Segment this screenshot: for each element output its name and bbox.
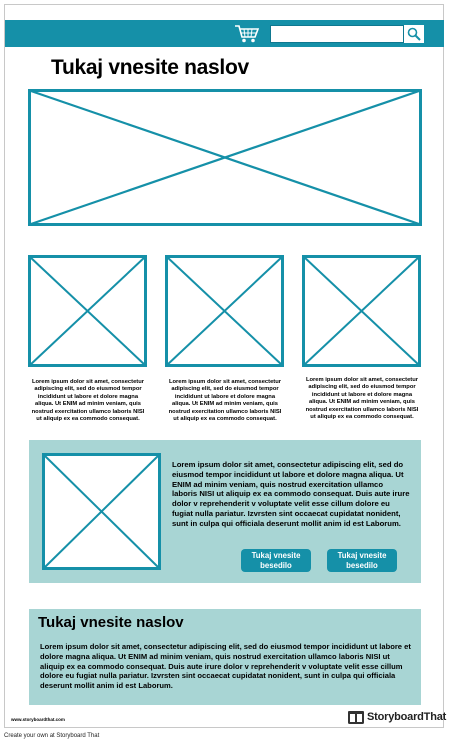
page-title: Tukaj vnesite naslov [51, 56, 249, 79]
feature-button-1[interactable]: Tukaj vnesite besedilo [241, 549, 311, 572]
section-title: Tukaj vnesite naslov [38, 614, 184, 631]
feature-image-placeholder [42, 453, 161, 570]
feature-button-2[interactable]: Tukaj vnesite besedilo [327, 549, 397, 572]
create-own-line[interactable]: Create your own at Storyboard That [4, 733, 100, 739]
column-image-placeholder [28, 255, 147, 367]
column-image-placeholder [165, 255, 284, 367]
logo-icon [348, 711, 364, 723]
column-text: Lorem ipsum dolor sit amet, consectetur adipiscing elit, sed do eiusmod tempor incididunt ut labore et dolore magna aliqua. Ut ENIM ad minim veniam, quis nostrud exercitation ullamco laboris NISI ut aliquip ex ea commodo consequat. [31, 379, 145, 423]
site-url[interactable]: www.storyboardthat.com [11, 717, 65, 722]
column-text: Lorem ipsum dolor sit amet, consectetur adipiscing elit, sed do eiusmod tempor incididunt ut labore et dolore magna aliqua. Ut ENIM ad minim veniam, quis nostrud exercitation ullamco laboris NISI ut aliquip ex ea commodo consequat. [305, 377, 419, 421]
search-icon [407, 27, 421, 41]
column-text: Lorem ipsum dolor sit amet, consectetur adipiscing elit, sed do eiusmod tempor incididunt ut labore et dolore magna aliqua. Ut ENIM ad minim veniam, quis nostrud exercitation ullamco laboris NISI ut aliquip ex ea commodo consequat. [168, 379, 282, 423]
feature-text: Lorem ipsum dolor sit amet, consectetur adipiscing elit, sed do eiusmod tempor incididunt ut labore et dolore magna aliqua. Ut ENIM ad minim veniam, quis nostrud exercitation ullamco laboris NISI ut aliquip ex ea commodo consequat. Duis aute irure dolor v reprehenderit v voluptate velit esse cillum dolore eu fugiat nulla pariatur. Izvrsten sint occaecat cupidatat nonident, sunt in culpa qui officiala deserunt mollit anim id est Laborum. [172, 460, 410, 528]
logo-text: StoryboardThat [367, 711, 447, 723]
column-image-placeholder [302, 255, 421, 367]
section-text: Lorem ipsum dolor sit amet, consectetur adipiscing elit, sed do eiusmod tempor incididunt ut labore et dolore magna aliqua. Ut ENIM ad minim veniam, quis nostrud exercitation ullamco laboris NISI ut aliquip ex ea commodo consequat. Duis aute irure dolor v reprehenderit v voluptate velit esse cillum dolore eu fugiat nulla pariatur. Izvrsten sint occaecat cupidatat nonident, sunt in culpa qui officiala deserunt mollit anim id est Laborum. [40, 642, 411, 691]
search-input[interactable] [270, 25, 424, 43]
cart-icon[interactable] [234, 24, 260, 44]
storyboardthat-logo[interactable] [348, 711, 446, 723]
hero-image-placeholder [28, 89, 422, 226]
search-button[interactable] [403, 25, 424, 43]
